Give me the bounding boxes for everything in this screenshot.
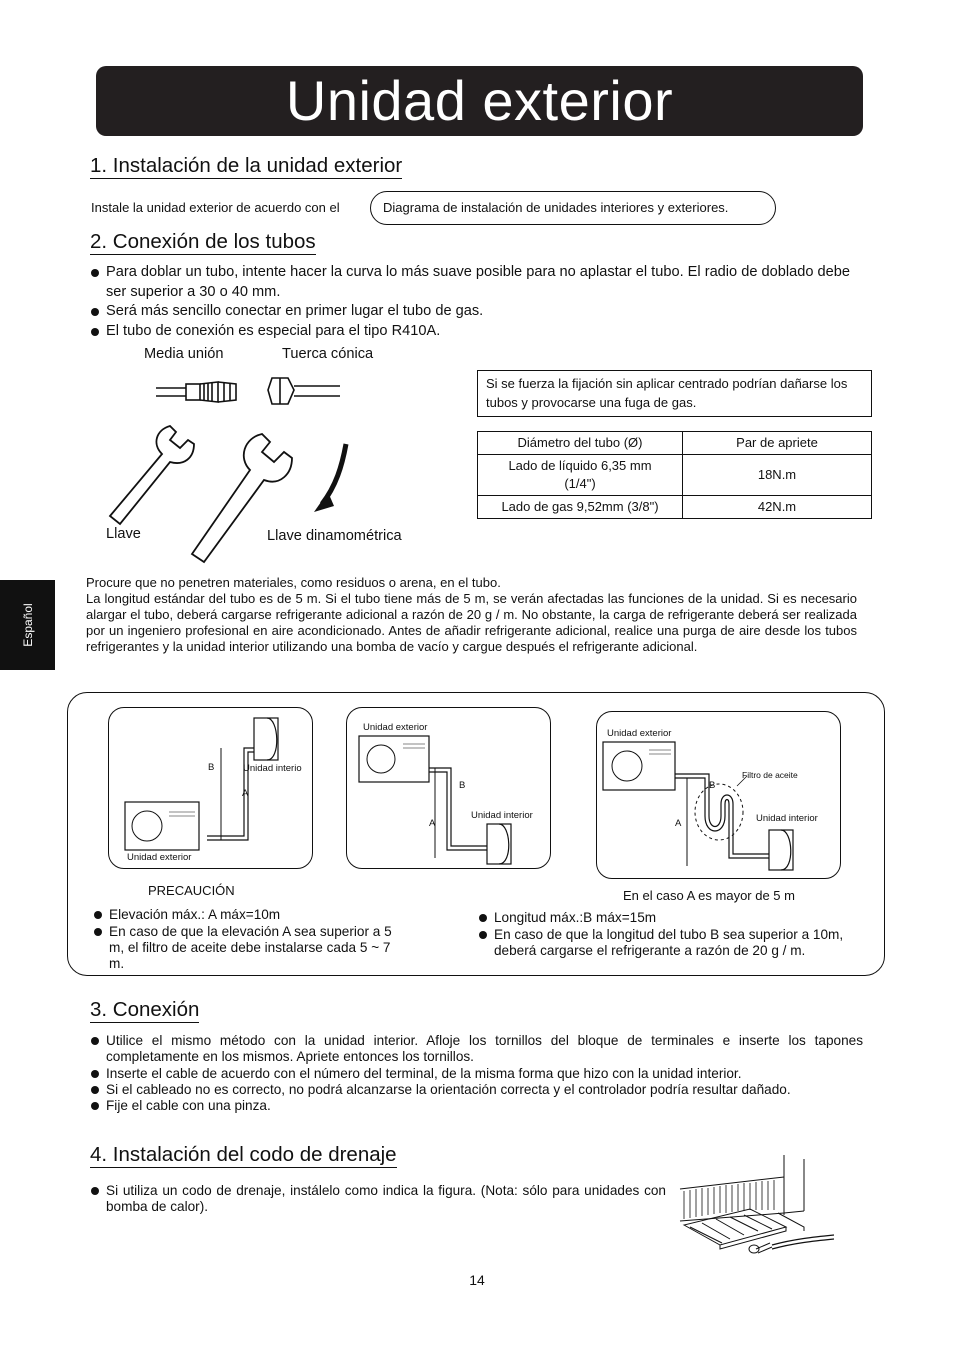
table-row	[478, 496, 872, 519]
union-fitting-icon	[156, 382, 236, 402]
section-4-bullets	[90, 1183, 666, 1216]
section-3-bullets	[90, 1033, 863, 1114]
list-item: Inserte el cable de acuerdo con el número del terminal, de la misma forma que hizo con la unidad interior.	[90, 1066, 863, 1082]
torque-wrench-icon	[192, 434, 292, 562]
flare-nut-icon	[268, 378, 340, 404]
table-row	[478, 455, 872, 496]
wrench-illustration	[100, 366, 370, 566]
fig2-label-outdoor: Unidad exterior	[363, 722, 428, 733]
rotation-arrow-icon	[314, 444, 346, 512]
fig1-label-indoor: Unidad interio	[243, 763, 302, 774]
fig1-label-outdoor: Unidad exterior	[127, 852, 192, 863]
list-item: Utilice el mismo método con la unidad interior. Afloje los tornillos del bloque de terminales e inserte los tapones completamente en los mismos. Apriete entonces los tornillos.	[90, 1033, 863, 1066]
fig3-label-b: B	[709, 780, 716, 791]
page-title: Unidad exterior	[96, 66, 863, 136]
figure-1	[108, 707, 313, 869]
drain-elbow-illustration	[674, 1155, 836, 1267]
fig2-label-a: A	[429, 818, 436, 829]
list-item: Si utiliza un codo de drenaje, instálelo como indica la figura. (Nota: sólo para unidades con bomba de calor).	[90, 1183, 666, 1216]
list-item: Fije el cable con una pinza.	[90, 1098, 863, 1114]
figure-1-drawing	[109, 708, 314, 870]
language-tab	[0, 580, 55, 670]
caution-left-bullets	[94, 907, 394, 973]
list-item: En caso de que la elevación A sea superior a 5 m, el filtro de aceite debe instalarse cada 5 ~ 7 m.	[94, 924, 394, 972]
torque-table	[477, 431, 872, 519]
label-llave: Llave	[106, 526, 141, 542]
table-cell: 18N.m	[683, 455, 872, 496]
section-2-heading: 2. Conexión de los tubos	[90, 230, 316, 253]
page-number: 14	[469, 1272, 485, 1288]
figure-2	[346, 707, 551, 869]
diagram-reference-pill: Diagrama de instalación de unidades interiores y exteriores.	[370, 191, 776, 225]
section-1-text: Instale la unidad exterior de acuerdo con el	[91, 200, 340, 215]
fig3-label-filter: Filtro de aceite	[742, 770, 798, 780]
label-media-union: Media unión	[144, 346, 224, 362]
list-item: En caso de que la longitud del tubo B sea superior a 10m, deberá cargarse el refrigerante a razón de 20 g / m.	[479, 927, 869, 959]
fig2-label-b: B	[459, 780, 466, 791]
label-tuerca: Tuerca cónica	[282, 346, 374, 362]
fig3-label-a: A	[675, 818, 682, 829]
table-header: Diámetro del tubo (Ø)	[478, 432, 683, 455]
section-2-bullets	[90, 263, 868, 341]
caution-right-bullets	[479, 910, 869, 960]
list-item: Longitud máx.:B máx=15m	[479, 910, 869, 926]
list-item: Elevación máx.: A máx=10m	[94, 907, 394, 923]
table-header: Par de apriete	[683, 432, 872, 455]
wrench-icon	[110, 426, 194, 524]
tube-length-paragraph: Procure que no penetren materiales, como residuos o arena, en el tubo. La longitud estándar del tubo es de 5 m. Si el tubo tiene más de 5 m, se verán afectadas las funciones de la unidad. Si es necesario alargar el tubo, deberá cargarse refrigerante adicional a razón de 20 g / m. No obstante, la carga de refrigerante deberá ser realizada por un ingeniero profesional en aire acondicionado. Antes de añadir refrigerante adicional, realice una purga de aire desde los tubos refrigerantes y la unidad interior utilizando una bomba de vacío y cargue después el refrigerante adicional.	[86, 575, 857, 654]
warning-note: Si se fuerza la fijación sin aplicar centrado podrían dañarse los tubos y provocarse una fuga de gas.	[477, 370, 872, 417]
list-item: El tubo de conexión es especial para el tipo R410A.	[90, 322, 868, 342]
section-3-heading: 3. Conexión	[90, 998, 200, 1021]
label-llave-dinamometrica: Llave dinamométrica	[267, 528, 402, 544]
caution-label: PRECAUCIÓN	[148, 883, 235, 898]
fig2-label-indoor: Unidad interior	[471, 810, 533, 821]
fig3-label-indoor: Unidad interior	[756, 813, 818, 824]
table-cell: 42N.m	[683, 496, 872, 519]
language-tab-label: Español	[20, 603, 35, 647]
fig3-label-outdoor: Unidad exterior	[607, 728, 672, 739]
fig1-label-b: B	[208, 762, 215, 773]
list-item: Será más sencillo conectar en primer lugar el tubo de gas.	[90, 302, 868, 322]
table-cell: Lado de líquido 6,35 mm (1/4")	[478, 455, 683, 496]
case-label: En el caso A es mayor de 5 m	[623, 888, 795, 903]
figure-3	[596, 711, 841, 879]
table-cell: Lado de gas 9,52mm (3/8")	[478, 496, 683, 519]
list-item: Para doblar un tubo, intente hacer la curva lo más suave posible para no aplastar el tubo. El radio de doblado debe ser superior a 30 o 40 mm.	[90, 263, 868, 302]
section-4-heading: 4. Instalación del codo de drenaje	[90, 1143, 397, 1166]
table-header-row	[478, 432, 872, 455]
fig1-label-a: A	[242, 788, 249, 799]
section-1-heading: 1. Instalación de la unidad exterior	[90, 154, 403, 177]
list-item: Si el cableado no es correcto, no podrá alcanzarse la orientación correcta y el controlador podría resultar dañado.	[90, 1082, 863, 1098]
